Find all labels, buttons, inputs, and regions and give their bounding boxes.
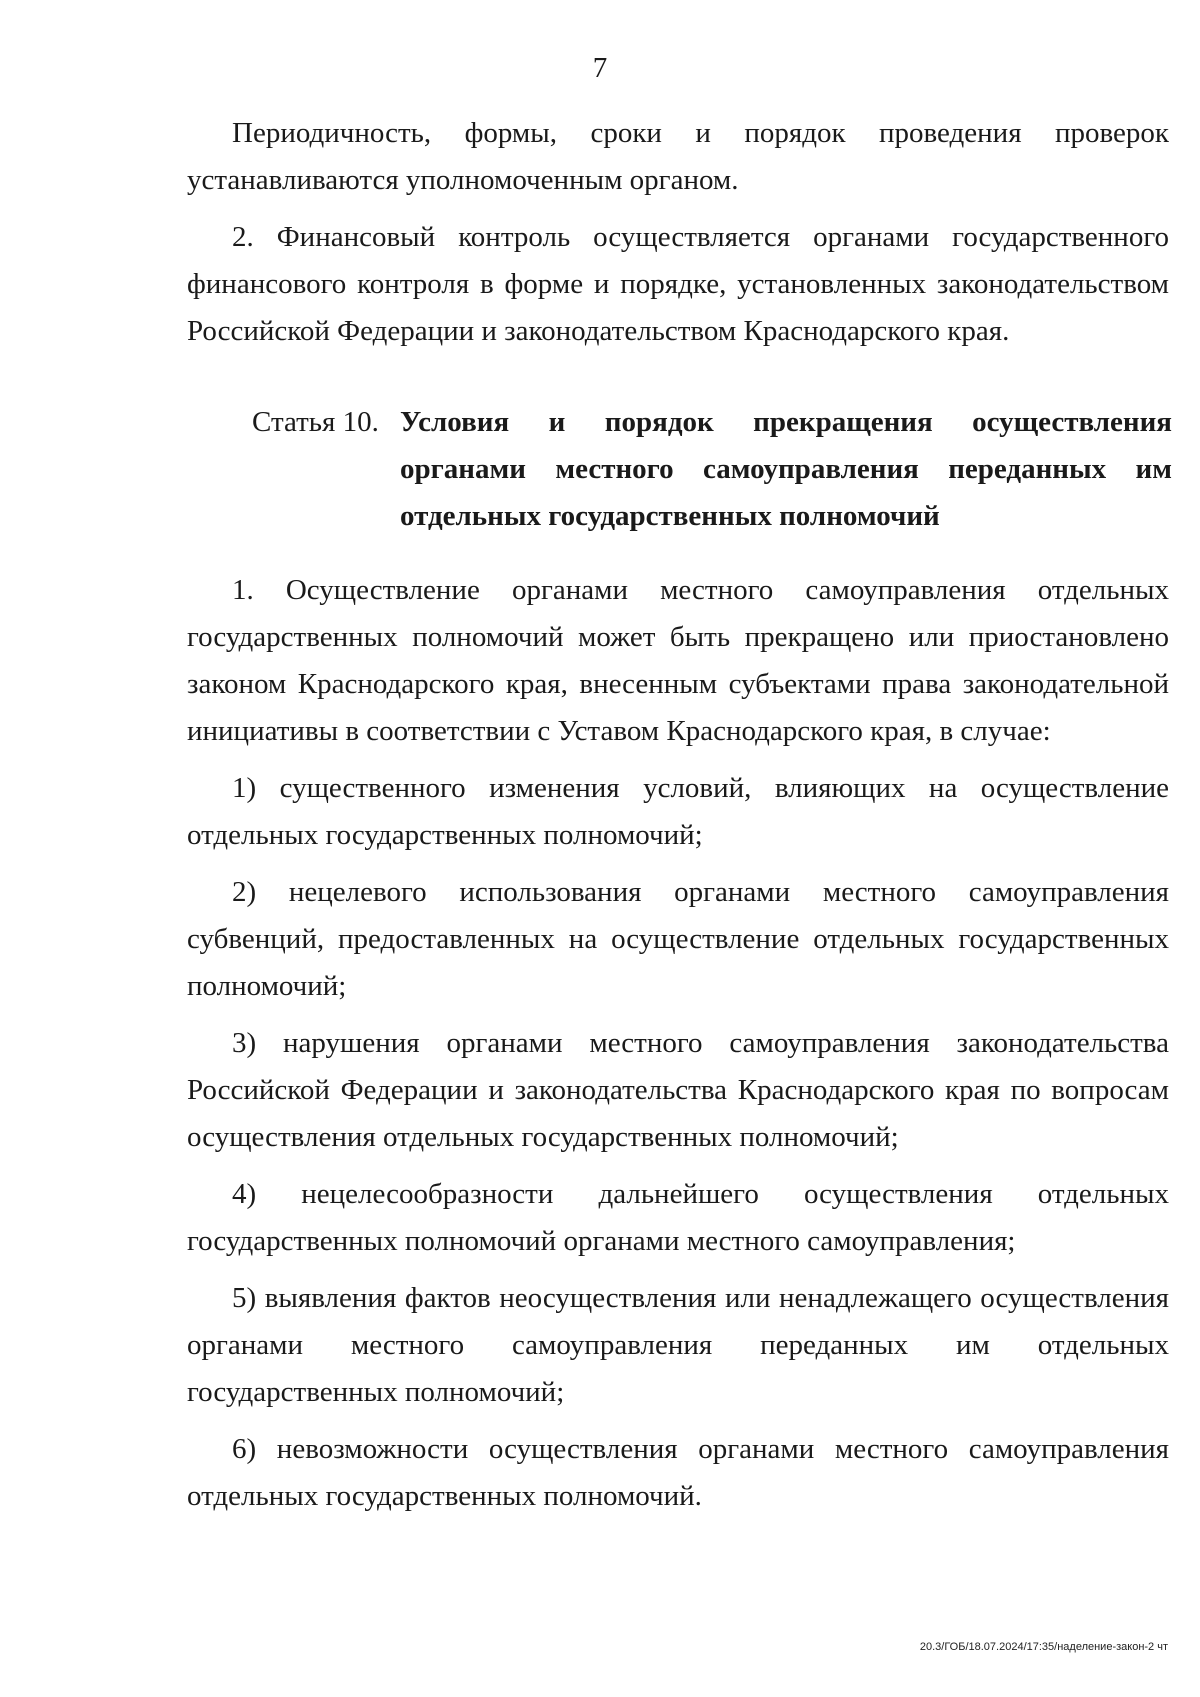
list-item-3: 3) нарушения органами местного самоуправления законодательства Российской Федерации и законодательства Краснодарского края по вопросам осуществления отдельных государственных полномочий;: [187, 1027, 1169, 1153]
article-heading: [252, 399, 1172, 540]
list-item-5: 5) выявления фактов неосуществления или ненадлежащего осуществления органами местного самоуправления переданных им отдельных государственных полномочий;: [187, 1282, 1169, 1408]
paragraph-periodicity: Периодичность, формы, сроки и порядок проведения проверок устанавливаются уполномоченным органом.: [187, 117, 1169, 196]
paragraph-financial-control: 2. Финансовый контроль осуществляется органами государственного финансового контроля в форме и порядке, установленных законодательством Российской Федерации и законодательством Краснодарского края.: [187, 221, 1169, 347]
list-item-2: 2) нецелевого использования органами местного самоуправления субвенций, предоставленных на осуществление отдельных государственных полномочий;: [187, 876, 1169, 1002]
article-body: [187, 567, 1169, 1520]
page-number: 7: [592, 52, 608, 84]
article-label: Статья 10.: [252, 406, 379, 438]
document-footer-code: 20.3/ГОБ/18.07.2024/17:35/наделение-закон-2 чт: [919, 1641, 1168, 1653]
list-item-4: 4) нецелесообразности дальнейшего осуществления отдельных государственных полномочий органами местного самоуправления;: [187, 1178, 1169, 1257]
top-text-block: [187, 110, 1169, 355]
article-title: Условия и порядок прекращения осуществления органами местного самоуправления переданных им отдельных государственных полномочий: [400, 406, 1172, 532]
list-item-6: 6) невозможности осуществления органами местного самоуправления отдельных государственных полномочий.: [187, 1433, 1169, 1512]
paragraph-item-intro: 1. Осуществление органами местного самоуправления отдельных государственных полномочий может быть прекращено или приостановлено законом Краснодарского края, внесенным субъектами права законодательной инициативы в соответствии с Уставом Краснодарского края, в случае:: [187, 574, 1169, 747]
list-item-1: 1) существенного изменения условий, влияющих на осуществление отдельных государственных полномочий;: [187, 772, 1169, 851]
